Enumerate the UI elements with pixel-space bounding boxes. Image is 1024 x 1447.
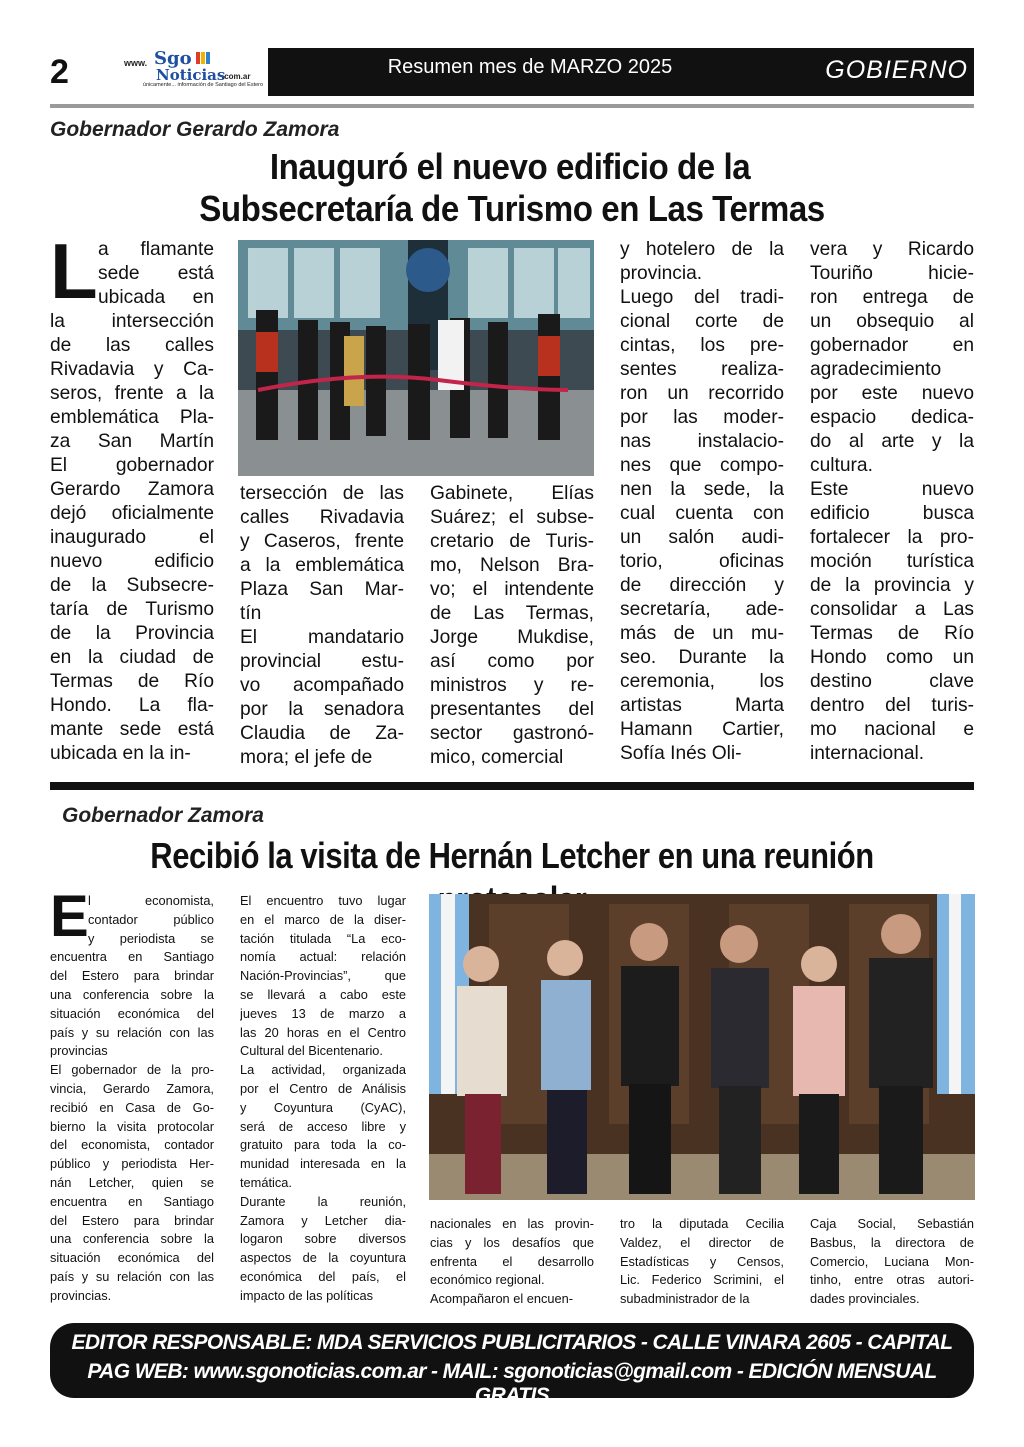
article1-headline-line2: Subsecretaría de Turismo en Las Termas <box>199 188 825 229</box>
text-line: sede está <box>98 263 214 284</box>
text-line: Termas de Río <box>50 671 214 692</box>
text-line: del Estero para brindar <box>50 1212 214 1228</box>
text-line: dentro del turis- <box>810 695 974 716</box>
text-line: nen la sede, la <box>620 479 784 500</box>
article1-photo <box>238 240 594 476</box>
text-line: fortalecer la pro- <box>810 527 974 548</box>
text-line: edificio busca <box>810 503 974 524</box>
text-line: Gerardo Zamora <box>50 479 214 500</box>
article2-column-4 <box>620 1215 784 1309</box>
text-line: logaron sobre diversos <box>240 1231 406 1247</box>
text-line: Hondo como un <box>810 647 974 668</box>
text-line: seo. Durante la <box>620 647 784 668</box>
text-line: Sofía Inés Oli- <box>620 743 742 764</box>
text-line: aspectos de la coyuntura <box>240 1250 406 1266</box>
article1-dropcap: L <box>50 227 98 315</box>
text-line: Claudia de Za- <box>240 723 404 744</box>
text-line: artistas Marta <box>620 695 784 716</box>
footer-contact[interactable]: PAG WEB: www.sgonoticias.com.ar - MAIL: sgonoticias@gmail.com - EDICIÓN MENSUAL GRATIS <box>87 1360 937 1407</box>
text-line: moción turística <box>810 551 974 572</box>
text-line: inaugurado el <box>50 527 214 548</box>
text-line: emblemática Pla- <box>50 407 214 428</box>
text-line: situación económica del <box>50 1250 214 1266</box>
footer-editor: EDITOR RESPONSABLE: MDA SERVICIOS PUBLICITARIOS - CALLE VINARA 2605 - CAPITAL <box>71 1331 953 1354</box>
text-line: por el Centro de Análisis <box>240 1080 406 1096</box>
text-line: cretario de Turis- <box>430 531 594 552</box>
text-line: provincia. <box>620 263 703 284</box>
text-line: Suárez; el subse- <box>430 507 594 528</box>
article2-column-3 <box>430 1215 594 1309</box>
text-line: la intersección <box>50 311 214 332</box>
text-line: impacto de las políticas <box>240 1287 374 1303</box>
text-line: una conferencia sobre la <box>50 986 214 1002</box>
text-line: ministros y re- <box>430 675 594 696</box>
article1-column-2 <box>240 482 404 770</box>
text-line: público y periodista Her- <box>50 1156 214 1172</box>
text-line: un salón audi- <box>620 527 784 548</box>
text-line: ubicada en la in- <box>50 743 191 764</box>
text-line: Acompañaron el encuen- <box>430 1291 573 1307</box>
article2-dropcap: E <box>50 884 89 949</box>
article2-kicker: Gobernador Zamora <box>62 804 264 827</box>
text-line: y hotelero de la <box>620 239 784 260</box>
text-line: Plaza San Mar- <box>240 579 404 600</box>
text-line: Durante la reunión, <box>240 1193 406 1209</box>
text-line: de la Provincia <box>50 623 214 644</box>
text-line: destino clave <box>810 671 974 692</box>
text-line: cintas, los pre- <box>620 335 784 356</box>
text-line: Este nuevo <box>810 479 974 500</box>
text-line: taría de Turismo <box>50 599 214 620</box>
text-line: nomía actual: relación <box>240 949 406 965</box>
text-line: mante sede está <box>50 719 214 740</box>
text-line: Caja Social, Sebastián <box>810 1216 974 1231</box>
text-line: Luego del tradi- <box>620 287 784 308</box>
article1-kicker: Gobernador Gerardo Zamora <box>50 118 340 141</box>
logo-flag-icon <box>196 52 210 64</box>
text-line: y periodista se <box>88 930 214 946</box>
text-line: vo; el intendente <box>430 579 594 600</box>
text-line: seros, frente a la <box>50 383 214 404</box>
text-line: tro la diputada Cecilia <box>620 1216 784 1231</box>
text-line: El mandatario <box>240 627 404 648</box>
text-line: así como por <box>430 651 594 672</box>
text-line: ceremonia, los <box>620 671 784 692</box>
text-line: Lic. Federico Scrimini, el <box>620 1272 784 1288</box>
page-number: 2 <box>50 53 69 91</box>
text-line: un obsequio al <box>810 311 974 332</box>
text-line: sentes realiza- <box>620 359 784 380</box>
text-line: vo acompañado <box>240 675 404 696</box>
text-line: dejó oficialmente <box>50 503 214 524</box>
logo-tagline: únicamente... información de Santiago del Estero <box>142 82 264 88</box>
text-line: de la provincia y <box>810 575 974 596</box>
text-line: dades provinciales. <box>810 1291 920 1307</box>
text-line: cultura. <box>810 455 873 476</box>
text-line: más de un mu- <box>620 623 784 644</box>
text-line: presentantes del <box>430 699 594 720</box>
article1-column-4 <box>620 238 784 766</box>
logo-domain: .com.ar <box>222 72 251 81</box>
text-line: encuentra en Santiago <box>50 1193 214 1209</box>
article1-headline-line1: Inauguró el nuevo edificio de la <box>269 146 751 187</box>
logo-noticias: Noticias <box>156 66 226 84</box>
text-line: ron un recorrido <box>620 383 784 404</box>
text-line: provincias. <box>50 1287 112 1303</box>
text-line: será de acceso libre y <box>240 1118 406 1134</box>
text-line: jueves 13 de marzo a <box>240 1005 406 1021</box>
text-line: internacional. <box>810 743 925 764</box>
text-line: agradecimiento <box>810 359 942 380</box>
logo-www: www. <box>124 58 148 68</box>
section-label: GOBIERNO <box>825 56 968 84</box>
text-line: nán Letcher, quien se <box>50 1174 214 1190</box>
text-line: tersección de las <box>240 483 404 504</box>
text-line: Nación-Provincias”, que <box>240 968 406 984</box>
text-line: una conferencia sobre la <box>50 1231 214 1247</box>
text-line: gobernador en <box>810 335 974 356</box>
text-line: mico, comercial <box>430 747 564 768</box>
text-line: cias y los desafíos que <box>430 1234 594 1250</box>
text-line: y Coyuntura (CyAC), <box>240 1099 406 1115</box>
text-line: tinho, entre otras autori- <box>810 1272 974 1288</box>
text-line: de la Subsecre- <box>50 575 214 596</box>
text-line: gratuito para toda la co- <box>240 1137 406 1153</box>
text-line: nes que compo- <box>620 455 784 476</box>
text-line: nas instalacio- <box>620 431 784 452</box>
article2-column-5 <box>810 1215 974 1309</box>
text-line: provincias <box>50 1043 108 1059</box>
article2-headline: Recibió la visita de Hernán Letcher en una reunión <box>150 835 874 876</box>
text-line: y Caseros, frente <box>240 531 404 552</box>
text-line: l economista, <box>88 893 214 908</box>
text-line: de Las Termas, <box>430 603 594 624</box>
text-line: secretaría, ade- <box>620 599 784 620</box>
text-line: Touriño hicie- <box>810 263 974 284</box>
text-line: temática. <box>240 1174 292 1190</box>
text-line: Valdez, el director de <box>620 1234 784 1250</box>
text-line: recibió en Casa de Go- <box>50 1099 214 1115</box>
text-line: nacionales en las provin- <box>430 1216 594 1231</box>
text-line: do al arte y la <box>810 431 974 452</box>
article-separator <box>50 782 974 790</box>
text-line: en el marco de la diser- <box>240 911 406 927</box>
issue-title: Resumen mes de MARZO 2025 <box>387 56 673 78</box>
text-line: munidad interesada en la <box>240 1156 406 1172</box>
text-line: za San Martín <box>50 431 214 452</box>
text-line: Zamora y Letcher dia- <box>240 1212 406 1228</box>
article2-column-2 <box>240 892 406 1306</box>
text-line: país y su relación con las <box>50 1268 214 1284</box>
text-line: Cultural del Bicentenario. <box>240 1043 383 1059</box>
text-line: El gobernador de la pro- <box>50 1062 214 1078</box>
text-line: ubicada en <box>98 287 214 308</box>
text-line: en la ciudad de <box>50 647 214 668</box>
text-line: torio, oficinas <box>620 551 784 572</box>
text-line: subadministrador de la <box>620 1291 750 1307</box>
article2-photo <box>429 894 975 1200</box>
text-line: económico regional. <box>430 1272 545 1288</box>
text-line: mora; el jefe de <box>240 747 373 768</box>
text-line: ron entrega de <box>810 287 974 308</box>
text-line: a la emblemática <box>240 555 404 576</box>
text-line: las 20 horas en el Centro <box>240 1024 406 1040</box>
text-line: consolidar a Las <box>810 599 974 620</box>
text-line: El gobernador <box>50 455 214 476</box>
text-line: Basbus, la directora de <box>810 1234 974 1250</box>
text-line: calles Rivadavia <box>240 507 404 528</box>
header-divider <box>50 104 974 108</box>
text-line: de las calles <box>50 335 214 356</box>
article1-column-1 <box>50 227 214 766</box>
text-line: Termas de Río <box>810 623 974 644</box>
text-line: país y su relación con las <box>50 1024 214 1040</box>
text-line: del Estero para brindar <box>50 968 214 984</box>
text-line: Jorge Mukdise, <box>430 627 594 648</box>
text-line: Hondo. La fla- <box>50 695 214 716</box>
text-line: se llevará a cabo este <box>240 986 406 1002</box>
text-line: a flamante <box>98 239 214 260</box>
text-line: por la senadora <box>240 699 404 720</box>
logo-sgo: Sgo <box>154 48 192 69</box>
text-line: cional corte de <box>620 311 784 332</box>
text-line: tación titulada “La eco- <box>240 930 406 946</box>
article1-column-5 <box>810 238 974 766</box>
text-line: Hamann Cartier, <box>620 719 784 740</box>
text-line: mo nacional e <box>810 719 974 740</box>
text-line: vera y Ricardo <box>810 239 974 260</box>
text-line: mo, Nelson Bra- <box>430 555 594 576</box>
text-line: cual cuenta con <box>620 503 784 524</box>
text-line: por las moder- <box>620 407 784 428</box>
text-line: espacio dedica- <box>810 407 974 428</box>
text-line: bierno la visita protocolar <box>50 1118 214 1134</box>
text-line: Comercio, Luciana Mon- <box>810 1253 974 1269</box>
text-line: tín <box>240 603 262 624</box>
text-line: El encuentro tuvo lugar <box>240 893 406 908</box>
text-line: situación económica del <box>50 1005 214 1021</box>
text-line: Rivadavia y Ca- <box>50 359 214 380</box>
text-line: enfrenta el desarrollo <box>430 1253 594 1269</box>
text-line: nuevo edificio <box>50 551 214 572</box>
text-line: vincia, Gerardo Zamora, <box>50 1080 214 1096</box>
text-line: por este nuevo <box>810 383 974 404</box>
text-line: contador público <box>88 911 214 927</box>
text-line: encuentra en Santiago <box>50 949 214 965</box>
text-line: del economista, contador <box>50 1137 214 1153</box>
text-line: La actividad, organizada <box>240 1062 406 1078</box>
text-line: provincial estu- <box>240 651 404 672</box>
text-line: de dirección y <box>620 575 784 596</box>
text-line: económica del país, el <box>240 1268 406 1284</box>
article1-column-3 <box>430 482 594 770</box>
article2-column-1 <box>50 884 214 1306</box>
text-line: Estadísticas y Censos, <box>620 1253 784 1269</box>
text-line: Gabinete, Elías <box>430 483 594 504</box>
text-line: sector gastronó- <box>430 723 594 744</box>
